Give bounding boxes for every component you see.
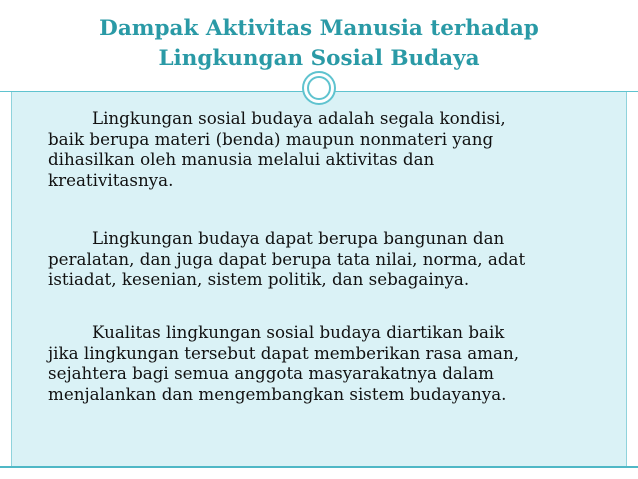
paragraph-line: sejahtera bagi semua anggota masyarakatnya dalam bbox=[48, 363, 494, 383]
paragraph-quality bbox=[48, 322, 620, 404]
paragraph-line: baik berupa materi (benda) maupun nonmateri yang bbox=[48, 128, 494, 149]
paragraph-line: dihasilkan oleh manusia melalui aktivitas dan bbox=[48, 149, 435, 169]
paragraph-line: jika lingkungan tersebut dapat memberikan rasa aman, bbox=[48, 342, 520, 363]
paragraph-definition bbox=[48, 108, 620, 190]
inner-ring-icon bbox=[307, 76, 331, 100]
paragraph-line: Lingkungan budaya dapat berupa bangunan dan bbox=[92, 228, 505, 248]
title-line-2: Lingkungan Sosial Budaya bbox=[158, 46, 480, 71]
title-line-1: Dampak Aktivitas Manusia terhadap bbox=[99, 16, 539, 41]
paragraph-line: menjalankan dan mengembangkan sistem budayanya. bbox=[48, 383, 507, 404]
bottom-divider bbox=[0, 466, 638, 468]
paragraph-line: Lingkungan sosial budaya adalah segala kondisi, bbox=[92, 108, 506, 128]
paragraph-line: peralatan, dan juga dapat berupa tata nilai, norma, adat bbox=[48, 248, 526, 269]
circle-ornament-icon bbox=[302, 71, 336, 105]
paragraph-line: kreativitasnya. bbox=[48, 169, 174, 190]
paragraph-line: Kualitas lingkungan sosial budaya diartikan baik bbox=[92, 322, 505, 342]
slide-title bbox=[0, 14, 638, 74]
paragraph-line: istiadat, kesenian, sistem politik, dan sebagainya. bbox=[48, 269, 470, 289]
paragraph-forms bbox=[48, 228, 620, 290]
